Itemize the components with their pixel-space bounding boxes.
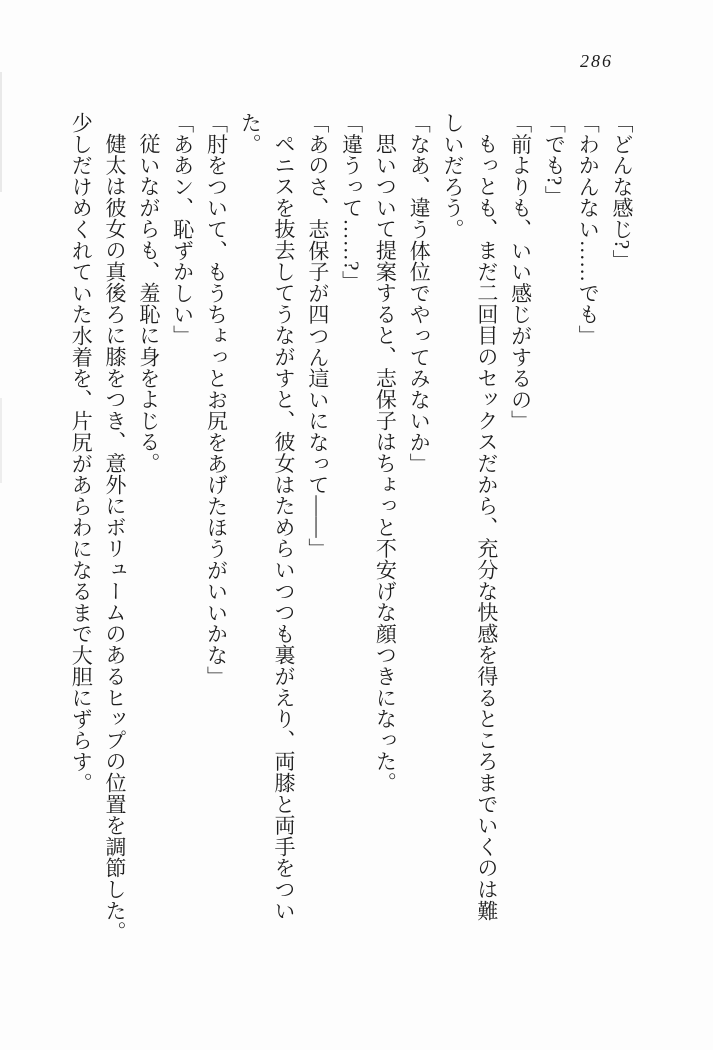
scan-edge-artifact [0,72,2,192]
scan-edge-artifact [0,398,2,483]
text-column: た。 [238,112,263,155]
text-column: 「違うって……?」 [339,112,364,293]
page-number: 286 [580,51,613,71]
text-column: 「前よりも、いい感じがするの」 [508,112,533,432]
text-column: 「でも?」 [542,112,567,207]
text-column: もっとも、まだ二回目のセックスだから、充分な快感を得るところまでいくのは難 [474,133,499,922]
text-column: 「わかんない……でも」 [576,112,601,347]
text-column: 「どんな感じ?」 [610,112,634,271]
text-column: 「なあ、違う体位でやってみないか」 [407,112,432,475]
text-column: 従いながらも、羞恥に身をよじる。 [136,133,161,475]
text-column: 健太は彼女の真後ろに膝をつき、意外にボリュームのあるヒップの位置を調節した。 [103,133,128,943]
text-column: 少しだけめくれていた水着を、片尻があらわになるまで大胆にずらす。 [69,112,94,794]
text-column: ペニスを抜去してうながすと、彼女はためらいつつも裏がえり、両膝と両手をつい [272,133,297,922]
text-column: 「あのさ、志保子が四つん這いになって――」 [305,112,330,560]
text-column: 「ああン、恥ずかしい」 [170,112,195,347]
text-column: 「肘をついて、もうちょっとお尻をあげたほうがいいかな」 [204,112,229,688]
text-column: 思いついて提案すると、志保子はちょっと不安げな顔つきになった。 [373,133,398,794]
text-column: しいだろう。 [441,112,466,240]
vertical-text-block [62,112,638,944]
